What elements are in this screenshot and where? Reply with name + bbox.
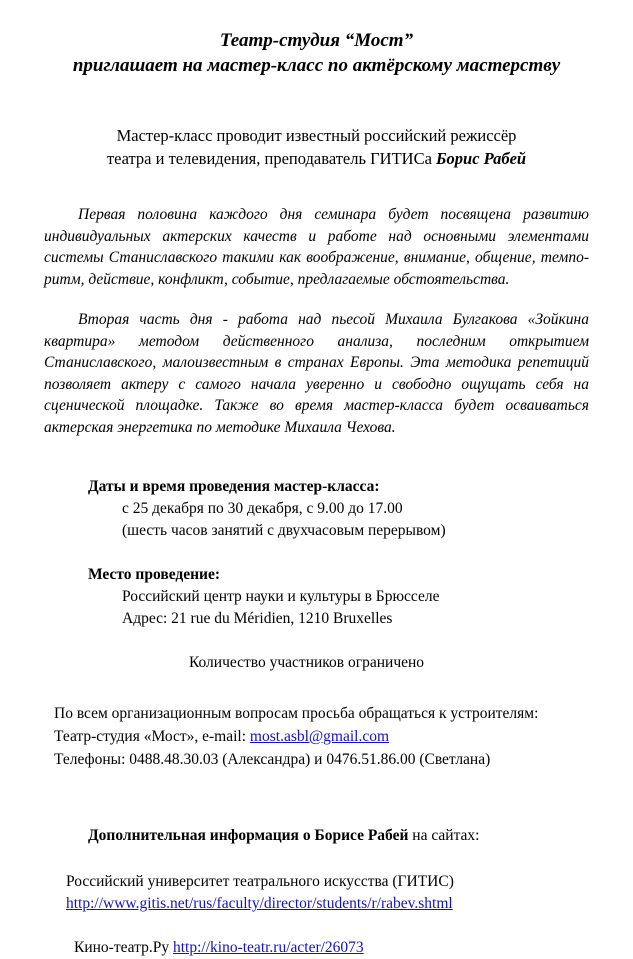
paragraph-second-half-day: Вторая часть дня - работа над пьесой Михаила Булгакова «Зойкина квартира» методом действенного анализа, последним открытием Станиславского, малоизвестным в странах Европы. Эта методика репетиций позволяет актеру с самого начала уверенно и свободно ощущать себя на сценической площадке. Также во время мастер-класса будет осваиваться актерская энергетика по методике Михаила Чехова. [44,311,589,436]
paragraph-first-half-day: Первая половина каждого дня семинара будет посвящена развитию индивидуальных актерских качеств и работе над основными элементами системы Станиславского такими как воображение, внимание, общение, темпо-ритм, действие, конфликт, событие, предлагаемые обстоятельства. [44,206,589,288]
extra-site-2-prefix: Кино-театр.Ру [74,939,173,956]
venue-heading-colon: : [214,566,221,583]
dates-section [44,476,589,542]
extra-site-1 [44,871,589,915]
venue-heading-text: Место проведение [88,566,215,583]
email-link[interactable]: most.asbl@gmail.com [249,728,390,745]
extra-site-2 [44,937,589,959]
extra-site-2-link[interactable]: http://kino-teatr.ru/acter/26073 [173,939,364,956]
extra-info-heading [44,825,589,847]
extra-info-heading-rest: на сайтах: [408,827,480,844]
contacts-line-2-prefix: Театр-студия «Мост», e-mail: [54,728,250,745]
contacts-line-1: По всем организационным вопросам просьба обращаться к устроителям: [54,705,539,722]
contacts-line-2 [54,725,589,748]
dates-heading-colon: : [374,478,380,495]
subtitle-line-1: Мастер-класс проводит известный российский режиссёр [116,126,517,145]
extra-site-2-line [74,937,589,959]
contacts-section [44,702,589,771]
dates-line-2: (шесть часов занятий с двухчасовым перерывом) [122,522,446,539]
extra-site-1-link[interactable]: http://www.gitis.net/rus/faculty/director/students/r/rabev.shtml [66,895,453,912]
subtitle-block [44,124,589,170]
participants-note: Количество участников ограничено [188,654,425,671]
director-name: Борис Рабей [436,149,527,168]
venue-heading [44,564,589,586]
page-title-line-1: Театр-студия “Мост” [219,30,414,51]
subtitle-line-2 [44,147,589,170]
dates-heading [44,476,589,498]
contacts-phones: Телефоны: 0488.48.30.03 (Александра) и 0476.51.86.00 (Светлана) [54,751,491,768]
venue-line-1: Российский центр науки и культуры в Брюсселе [122,588,440,605]
venue-section [44,564,589,630]
dates-line-1: с 25 декабря по 30 декабря, с 9.00 до 17.00 [122,500,403,517]
dates-heading-text: Даты и время проведения мастер-класса [88,478,375,495]
page-title-line-2: приглашает на мастер-класс по актёрскому мастерству [72,55,561,76]
subtitle-line-2-prefix: театра и телевидения, преподаватель ГИТИСа [106,149,437,168]
extra-info-heading-bold: Дополнительная информация о Борисе Рабей [88,827,409,844]
extra-site-1-name: Российский университет театрального искусства (ГИТИС) [66,873,454,890]
venue-line-2: Адрес: 21 rue du Méridien, 1210 Bruxelles [122,610,393,627]
